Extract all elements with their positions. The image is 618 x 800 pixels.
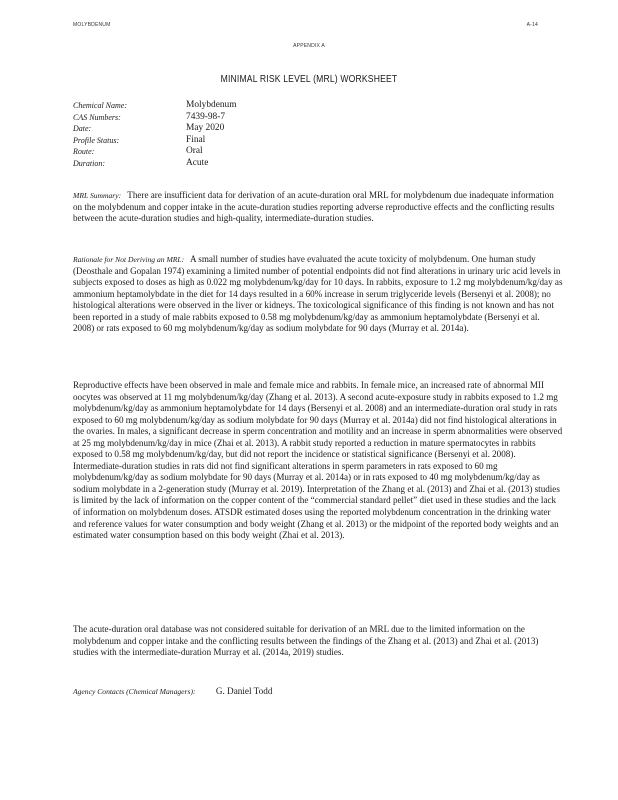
meta-row-profile-status	[73, 135, 543, 147]
meta-label: CAS Numbers:	[73, 112, 121, 122]
meta-row-duration	[73, 158, 543, 170]
agency-contacts-name: G. Daniel Todd	[215, 686, 273, 696]
meta-label: Duration:	[73, 158, 105, 168]
meta-label: Route:	[73, 147, 95, 156]
meta-label: Profile Status:	[73, 135, 120, 145]
agency-contacts-label: Agency Contacts (Chemical Managers):	[73, 687, 196, 696]
meta-value: 7439-98-7	[186, 111, 226, 122]
rationale-paragraph	[73, 254, 563, 335]
appendix-label: APPENDIX A	[293, 43, 325, 49]
worksheet-title: MINIMAL RISK LEVEL (MRL) WORKSHEET	[220, 73, 398, 85]
meta-row-route	[73, 146, 543, 158]
meta-value: Molybdenum	[186, 100, 237, 110]
running-header-left: MOLYBDENUM	[73, 22, 111, 28]
meta-value: Oral	[186, 146, 203, 156]
rationale-text: A small number of studies have evaluated the acute toxicity of molybdenum. One human study (Deosthale and Gopalan 1974) examining a limited number of potential endpoints did not find alterations in urinary uric acid levels in subjects exposed to doses as high as 0.022 mg molybdenum/kg/day for 10 days. In rabbits, exposure to 1.2 mg molybdenum/kg/day as ammonium heptamolybdate in the diet for 14 days resulted in a 60% increase in serum triglyceride levels (Bersenyi et al. 2008); no histological alterations were observed in the liver or kidneys. The toxicological significance of this finding is not known and has not been reported in a study of male rabbits exposed to 0.58 mg molybdenum/kg/day as ammonium heptamolybdate (Bersenyi et al. 2008) or rats exposed to 60 mg molybdenum/kg/day as sodium molybdate for 90 days (Murray et al. 2014a).	[73, 254, 563, 334]
meta-row-chemical-name	[73, 100, 543, 112]
agency-contacts	[73, 686, 272, 696]
meta-label: Date:	[73, 124, 92, 133]
rationale-label: Rationale for Not Deriving an MRL:	[73, 255, 185, 264]
meta-value: Final	[186, 134, 206, 145]
metadata-table	[73, 100, 543, 169]
reproductive-effects-paragraph: Reproductive effects have been observed in male and female mice and rabbits. In female mice, an increased rate of abnormal MII oocytes was observed at 11 mg molybdenum/kg/day (Zhang et al. 2013). A second acute-exposure study in rabbits exposed to 1.2 mg molybdenum/kg/day as ammonium heptamolybdate for 14 days (Bersenyi et al. 2008) and an intermediate-duration oral study in rats exposed to 60 mg molybdenum/kg/day as sodium molybdate for 90 days (Murray et al. 2014a) did not find histological alterations in the ovaries. In males, a significant decrease in sperm concentration and motility and an increase in sperm abnormalities were observed at 25 mg molybdenum/kg/day in mice (Zhai et al. 2013). A rabbit study reported a reduction in mature spermatocytes in rabbits exposed to 0.58 mg molybdenum/kg/day, but did not report the incidence or statistical significance (Bersenyi et al. 2008). Intermediate-duration studies in rats did not find significant alterations in sperm parameters in rats exposed to 60 mg molybdenum/kg/day as sodium molybdate for 90 days (Murray et al. 2014a) or in rats exposed to 40 mg molybdenum/kg/day as sodium molybdate in a 2-generation study (Murray et al. 2019). Interpretation of the Zhang et al. (2013) and Zhai et al. (2013) studies is limited by the lack of information on the copper content of the “commercial standard pellet” diet used in these studies and the lack of information on molybdenum doses. ATSDR estimated doses using the reported molybdenum concentration in the drinking water and reference values for water consumption and body weight (Zhang et al. 2013) or the midpoint of the reported body weights and an estimated water consumption based on this body weight (Zhai et al. 2013).	[73, 380, 563, 541]
mrl-summary-paragraph	[73, 190, 563, 225]
meta-label: Chemical Name:	[73, 101, 127, 110]
page-number: A-14	[526, 22, 538, 28]
meta-value: Acute	[186, 157, 209, 168]
meta-row-cas-numbers	[73, 112, 543, 124]
mrl-summary-text: There are insufficient data for derivation of an acute-duration oral MRL for molybdenum due inadequate information on the molybdenum and copper intake in the acute-duration studies reporting adverse reproductive effects and the conflicting results between the acute-duration studies and high-quality, intermediate-duration studies.	[73, 190, 555, 224]
meta-value: May 2020	[186, 123, 225, 133]
meta-row-date	[73, 123, 543, 135]
conclusion-paragraph: The acute-duration oral database was not considered suitable for derivation of an MRL due to the limited information on the molybdenum and copper intake and the conflicting results between the findings of the Zhang et al. (2013) and Zhai et al. (2013) studies with the intermediate-duration Murray et al. (2014a, 2019) studies.	[73, 624, 539, 658]
mrl-summary-label: MRL Summary:	[73, 191, 122, 200]
